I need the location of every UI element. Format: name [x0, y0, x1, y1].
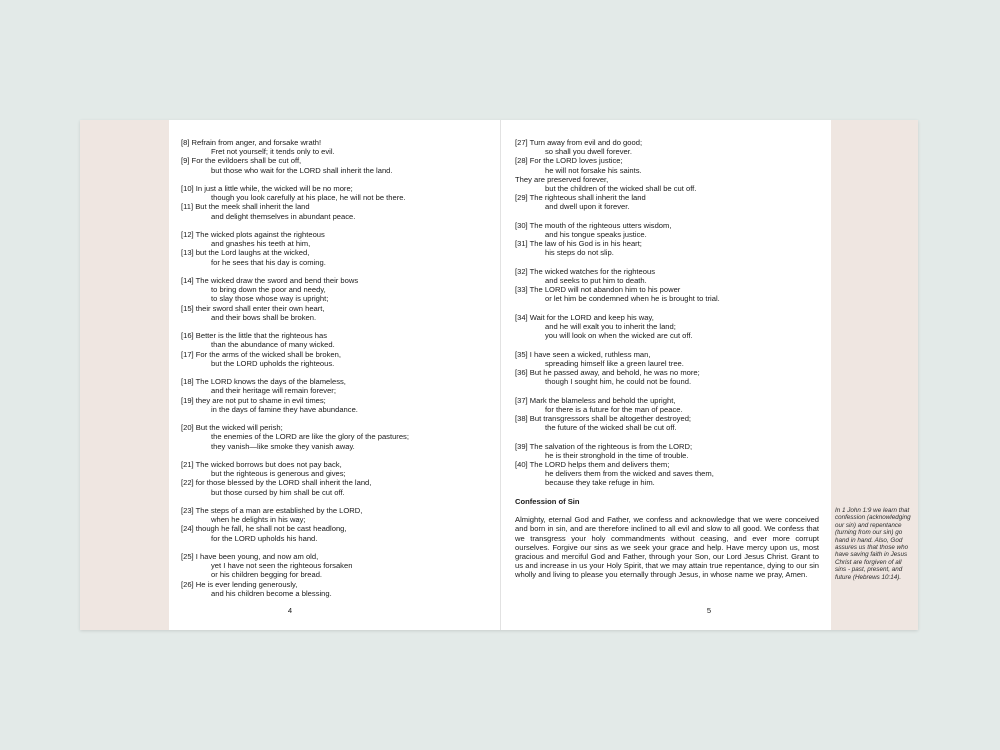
stanza [181, 377, 481, 414]
verse-line: [33] The LORD will not abandon him to his power [515, 285, 681, 295]
verse-line: you will look on when the wicked are cut off. [545, 331, 693, 341]
verse-line: and his tongue speaks justice. [545, 230, 647, 240]
verse-line: yet I have not seen the righteous forsaken [211, 561, 353, 571]
verse-line: to slay those whose way is upright; [211, 294, 329, 304]
stanza [181, 138, 481, 175]
verse-line: to bring down the poor and needy, [211, 285, 326, 295]
book-spread [80, 120, 918, 630]
stanza [181, 230, 481, 267]
verse-line: in the days of famine they have abundance. [211, 404, 358, 414]
verse-line: [30] The mouth of the righteous utters wisdom, [515, 220, 672, 230]
verse-line: [23] The steps of a man are established by the LORD, [181, 506, 363, 515]
stanza [515, 267, 820, 304]
verse-line: [13] but the Lord laughs at the wicked, [181, 248, 310, 258]
verse-line: for he sees that his day is coming. [211, 257, 326, 267]
stanza [515, 350, 820, 387]
stanza [181, 331, 481, 368]
stanza [181, 276, 481, 322]
verse-line: and his children become a blessing. [211, 588, 332, 598]
verse-line: the future of the wicked shall be cut off. [545, 423, 677, 433]
verse-line: though you look carefully at his place, he will not be there. [211, 193, 406, 203]
book-gutter [500, 120, 501, 630]
verse-line: [35] I have seen a wicked, ruthless man, [515, 349, 651, 359]
stanza [181, 184, 481, 221]
verse-line: and their bows shall be broken. [211, 312, 317, 322]
page-number-left: 4 [287, 606, 293, 615]
stanza [515, 442, 820, 488]
verse-line: but those who wait for the LORD shall inherit the land. [211, 165, 393, 175]
verse-line: [37] Mark the blameless and behold the upright, [515, 395, 676, 405]
verse-line: when he delights in his way; [211, 515, 306, 525]
stanza [181, 460, 481, 497]
stanza [515, 396, 820, 433]
verse-line: he delivers them from the wicked and saves them, [545, 469, 714, 479]
stanza [515, 221, 820, 258]
verse-line: and their heritage will remain forever; [211, 386, 336, 396]
verse-line: but the LORD upholds the righteous. [211, 358, 335, 368]
verse-line: They are preserved forever, [515, 174, 609, 184]
verse-line: [18] The LORD knows the days of the blameless, [181, 377, 346, 387]
verse-line: [19] they are not put to shame in evil times; [181, 395, 326, 405]
stanza [181, 506, 481, 543]
left-margin [80, 120, 169, 630]
verse-line: [12] The wicked plots against the righteous [181, 230, 325, 239]
verse-line: or let him be condemned when he is brought to trial. [545, 294, 720, 304]
verse-line: [10] In just a little while, the wicked will be no more; [181, 184, 353, 193]
confession-prayer: Almighty, eternal God and Father, we confess and acknowledge that we were conceived and born in sin, and are therefore inclined to all evil and slow to all good. We confess that we transgress your holy commandments without ceasing, and ever more corrupt ourselves. Forgive our sins as we seek your grace and help. Have mercy upon us, most gracious and merciful God and Father, through your Son, our Lord Jesus Christ. Grant to us and increase in us your Holy Spirit, that we may attain true repentance, dying to our sin wholly and living to please you eternally through Jesus, in whose name we pray, Amen. [515, 515, 819, 580]
stanza [181, 552, 481, 598]
verse-line: Fret not yourself; it tends only to evil. [211, 147, 335, 157]
verse-line: though I sought him, he could not be found. [545, 377, 692, 387]
verse-line: [24] though he fall, he shall not be cast headlong, [181, 524, 347, 534]
verse-line: but the righteous is generous and gives; [211, 469, 346, 479]
verse-line: [40] The LORD helps them and delivers them; [515, 460, 670, 470]
verse-line: but those cursed by him shall be cut off. [211, 487, 345, 497]
verse-line: they vanish—like smoke they vanish away. [211, 441, 355, 451]
verse-line: [8] Refrain from anger, and forsake wrath! [181, 138, 322, 147]
right-page-text [515, 138, 820, 580]
right-page-psalm [515, 138, 820, 488]
stanza [515, 313, 820, 341]
verse-line: and dwell upon it forever. [545, 202, 630, 212]
verse-line: the enemies of the LORD are like the glory of the pastures; [211, 432, 409, 442]
verse-line: [32] The wicked watches for the righteous [515, 266, 655, 276]
verse-line: [16] Better is the little that the righteous has [181, 331, 328, 341]
verse-line: [14] The wicked draw the sword and bend their bows [181, 276, 359, 285]
verse-line: [25] I have been young, and now am old, [181, 552, 319, 561]
verse-line: he is their stronghold in the time of trouble. [545, 450, 689, 460]
verse-line: but the children of the wicked shall be cut off. [545, 184, 697, 194]
margin-note: In 1 John 1:9 we learn that confession (acknowledging our sin) and repentance (turning from our sin) go hand in hand. Also, God assures us that those who have saving faith in Jesus Christ are forgiven of all sins - past, present, and future (Hebrews 10:14). [835, 507, 911, 581]
verse-line: [26] He is ever lending generously, [181, 579, 298, 589]
verse-line: [15] their sword shall enter their own heart, [181, 303, 325, 313]
verse-line: and he will exalt you to inherit the land; [545, 322, 676, 332]
verse-line: [22] for those blessed by the LORD shall inherit the land, [181, 478, 372, 488]
verse-line: than the abundance of many wicked. [211, 340, 335, 350]
verse-line: [17] For the arms of the wicked shall be broken, [181, 349, 341, 359]
stanza [515, 138, 820, 212]
verse-line: spreading himself like a green laurel tree. [545, 358, 684, 368]
verse-line: [21] The wicked borrows but does not pay back, [181, 460, 342, 469]
page-number-right: 5 [706, 606, 712, 615]
verse-line: and gnashes his teeth at him, [211, 239, 311, 249]
verse-line: his steps do not slip. [545, 248, 614, 258]
verse-line: [38] But transgressors shall be altogether destroyed; [515, 414, 692, 424]
verse-line: so shall you dwell forever. [545, 147, 632, 157]
verse-line: and delight themselves in abundant peace. [211, 211, 356, 221]
verse-line: [11] But the meek shall inherit the land [181, 202, 310, 212]
verse-line: or his children begging for bread. [211, 570, 323, 580]
verse-line: [9] For the evildoers shall be cut off, [181, 156, 302, 166]
verse-line: [34] Wait for the LORD and keep his way, [515, 312, 654, 322]
verse-line: because they take refuge in him. [545, 478, 655, 488]
verse-line: [31] The law of his God is in his heart; [515, 239, 642, 249]
left-page-text [181, 138, 481, 607]
verse-line: [27] Turn away from evil and do good; [515, 138, 643, 147]
verse-line: [36] But he passed away, and behold, he was no more; [515, 368, 700, 378]
verse-line: [28] For the LORD loves justice; [515, 156, 623, 166]
verse-line: he will not forsake his saints. [545, 165, 642, 175]
verse-line: for the LORD upholds his hand. [211, 533, 318, 543]
verse-line: and seeks to put him to death. [545, 276, 647, 286]
verse-line: [39] The salvation of the righteous is from the LORD; [515, 441, 693, 451]
verse-line: [29] The righteous shall inherit the land [515, 193, 646, 203]
verse-line: [20] But the wicked will perish; [181, 423, 283, 433]
verse-line: for there is a future for the man of peace. [545, 404, 683, 414]
stanza [181, 423, 481, 451]
section-heading: Confession of Sin [515, 496, 580, 506]
